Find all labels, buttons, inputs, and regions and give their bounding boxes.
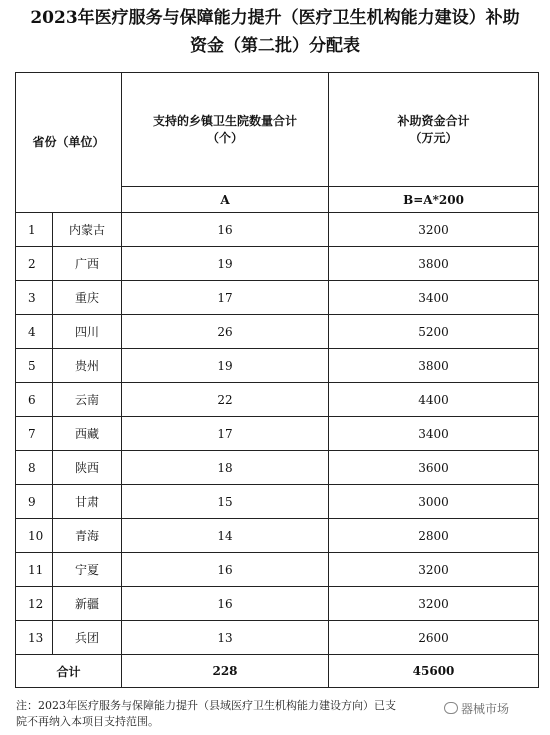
- row-count: 22: [122, 383, 329, 417]
- header-count-label: 支持的乡镇卫生院数量合计: [153, 113, 298, 128]
- row-fund: 3200: [329, 213, 539, 247]
- row-fund: 3600: [329, 451, 539, 485]
- row-count: 19: [122, 247, 329, 281]
- row-count: 14: [122, 519, 329, 553]
- row-province: 西藏: [53, 417, 122, 451]
- row-number: 2: [16, 247, 53, 281]
- footnote-line-1: 注：2023年医疗服务与保障能力提升（县域医疗卫生机构能力建设方向）已支: [16, 699, 396, 712]
- row-number: 12: [16, 587, 53, 621]
- total-count: 228: [122, 655, 329, 688]
- table-row: [16, 247, 539, 281]
- watermark-text: 器械市场: [461, 702, 510, 716]
- table-row: [16, 621, 539, 655]
- row-number: 10: [16, 519, 53, 553]
- formula-count: A: [122, 187, 329, 213]
- row-count: 17: [122, 281, 329, 315]
- title-line-1: 2023年医疗服务与保障能力提升（医疗卫生机构能力建设）补助: [30, 8, 520, 28]
- total-label: 合计: [16, 655, 122, 688]
- row-province: 云南: [53, 383, 122, 417]
- watermark: [444, 700, 509, 717]
- row-fund: 3400: [329, 281, 539, 315]
- header-fund: [329, 73, 539, 187]
- row-province: 兵团: [53, 621, 122, 655]
- table-row: [16, 553, 539, 587]
- row-number: 5: [16, 349, 53, 383]
- row-fund: 2800: [329, 519, 539, 553]
- row-fund: 3200: [329, 553, 539, 587]
- row-fund: 3800: [329, 349, 539, 383]
- table-row: [16, 315, 539, 349]
- table-row: [16, 213, 539, 247]
- header-count-unit: （个）: [207, 130, 244, 145]
- row-province: 陕西: [53, 451, 122, 485]
- row-count: 16: [122, 587, 329, 621]
- row-count: 17: [122, 417, 329, 451]
- row-province: 四川: [53, 315, 122, 349]
- row-count: 19: [122, 349, 329, 383]
- row-number: 11: [16, 553, 53, 587]
- row-fund: 2600: [329, 621, 539, 655]
- row-number: 4: [16, 315, 53, 349]
- table-row: [16, 417, 539, 451]
- header-fund-label: 补助资金合计: [397, 113, 470, 128]
- row-province: 内蒙古: [53, 213, 122, 247]
- table-row: [16, 349, 539, 383]
- row-count: 18: [122, 451, 329, 485]
- table-row: [16, 281, 539, 315]
- total-row: [16, 655, 539, 688]
- row-province: 宁夏: [53, 553, 122, 587]
- table-row: [16, 485, 539, 519]
- row-number: 9: [16, 485, 53, 519]
- row-count: 16: [122, 213, 329, 247]
- row-count: 15: [122, 485, 329, 519]
- row-number: 13: [16, 621, 53, 655]
- row-number: 3: [16, 281, 53, 315]
- total-fund: 45600: [329, 655, 539, 688]
- row-count: 13: [122, 621, 329, 655]
- table-header-row: [16, 73, 539, 187]
- wechat-icon: [444, 702, 458, 714]
- header-fund-unit: （万元）: [409, 130, 458, 145]
- footnote-line-2: 院不再纳入本项目支持范围。: [16, 715, 159, 728]
- row-fund: 4400: [329, 383, 539, 417]
- table-row: [16, 587, 539, 621]
- row-fund: 3000: [329, 485, 539, 519]
- row-number: 8: [16, 451, 53, 485]
- table-row: [16, 383, 539, 417]
- row-fund: 3200: [329, 587, 539, 621]
- row-fund: 5200: [329, 315, 539, 349]
- row-count: 26: [122, 315, 329, 349]
- row-fund: 3800: [329, 247, 539, 281]
- row-fund: 3400: [329, 417, 539, 451]
- row-province: 重庆: [53, 281, 122, 315]
- header-province: 省份（单位）: [16, 73, 122, 213]
- row-province: 贵州: [53, 349, 122, 383]
- document-title: [0, 4, 550, 60]
- row-count: 16: [122, 553, 329, 587]
- title-line-2: 资金（第二批）分配表: [190, 36, 360, 56]
- table-row: [16, 519, 539, 553]
- row-province: 甘肃: [53, 485, 122, 519]
- formula-fund: B=A*200: [329, 187, 539, 213]
- row-number: 7: [16, 417, 53, 451]
- allocation-table: [15, 72, 539, 688]
- row-province: 青海: [53, 519, 122, 553]
- row-province: 新疆: [53, 587, 122, 621]
- row-province: 广西: [53, 247, 122, 281]
- row-number: 1: [16, 213, 53, 247]
- table-row: [16, 451, 539, 485]
- header-count: [122, 73, 329, 187]
- row-number: 6: [16, 383, 53, 417]
